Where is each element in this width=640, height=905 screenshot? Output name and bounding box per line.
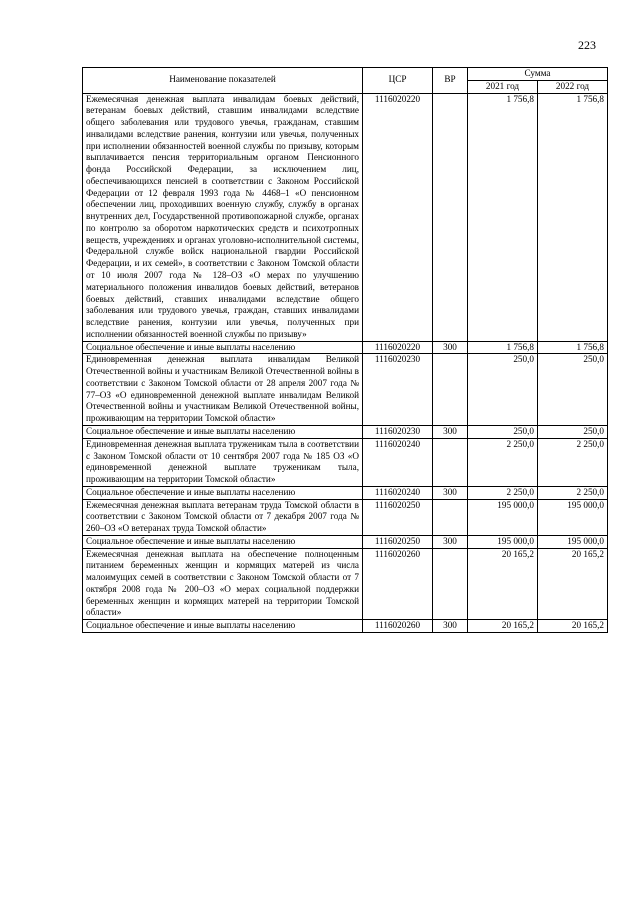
row-name: Ежемесячная денежная выплата инвалидам боевых действий, ветеранам боевых действий, ставшим инвалидами вследствие общего заболевания или трудового увечья, гражданам, ставшим инвалидами вследствие ранения, контузии или увечья, полученных при исполнении обязанностей военной службы по призыву, которым выплачивается пенсия территориальным органом Пенсионного фонда Российской Федерации, за исключением лиц, обеспечивающихся пенсией в соответствии с Законом Российской Федерации от 12 февраля 1993 года № 4468–1 «О пенсионном обеспечении лиц, проходивших военную службу, службу в органах внутренних дел, Государственной противопожарной службе, органах по контролю за оборотом наркотических средств и психотропных веществ, учреждениях и органах уголовно-исполнительной системы, Федеральной службе войск национальной гвардии Российской Федерации, и их семей», в соответствии с Законом Томской области от 10 июля 2007 года № 128–ОЗ «О мерах по улучшению материального положения инвалидов боевых действий, ветеранов боевых действий, ставших инвалидами вследствие общего заболевания или трудового увечья, граждан, ставших инвалидами вследствие ранения, контузии или увечья, полученных при исполнении обязанностей военной службы по призыву» <box>83 93 363 341</box>
table-row <box>83 620 608 633</box>
row-csr: 1116020230 <box>363 425 433 438</box>
row-sum-2022: 250,0 <box>538 425 608 438</box>
row-sum-2021: 2 250,0 <box>468 438 538 486</box>
budget-table <box>82 67 608 633</box>
row-csr: 1116020250 <box>363 499 433 535</box>
row-name: Социальное обеспечение и иные выплаты населению <box>83 341 363 354</box>
row-sum-2022: 2 250,0 <box>538 486 608 499</box>
row-vr: 300 <box>433 341 468 354</box>
table-row <box>83 354 608 426</box>
row-csr: 1116020260 <box>363 548 433 620</box>
row-name: Социальное обеспечение и иные выплаты населению <box>83 620 363 633</box>
row-csr: 1116020250 <box>363 535 433 548</box>
table-body <box>83 93 608 632</box>
row-sum-2021: 1 756,8 <box>468 341 538 354</box>
row-csr: 1116020260 <box>363 620 433 633</box>
header-year-2021: 2021 год <box>468 80 538 93</box>
row-vr <box>433 438 468 486</box>
row-sum-2021: 20 165,2 <box>468 620 538 633</box>
row-name: Ежемесячная денежная выплата ветеранам труда Томской области в соответствии с Законом Томской области от 7 декабря 2007 года № 260–ОЗ «О ветеранах труда Томской области» <box>83 499 363 535</box>
row-vr: 300 <box>433 425 468 438</box>
table-row <box>83 425 608 438</box>
row-vr <box>433 499 468 535</box>
row-csr: 1116020220 <box>363 93 433 341</box>
row-name: Социальное обеспечение и иные выплаты населению <box>83 535 363 548</box>
header-name: Наименование показателей <box>83 68 363 94</box>
row-vr: 300 <box>433 535 468 548</box>
row-sum-2022: 1 756,8 <box>538 341 608 354</box>
table-row <box>83 341 608 354</box>
table-row <box>83 535 608 548</box>
row-csr: 1116020220 <box>363 341 433 354</box>
row-sum-2021: 250,0 <box>468 354 538 426</box>
table-row <box>83 438 608 486</box>
row-sum-2022: 250,0 <box>538 354 608 426</box>
row-sum-2022: 20 165,2 <box>538 620 608 633</box>
row-name: Единовременная денежная выплата труженикам тыла в соответствии с Законом Томской области от 10 сентября 2007 года № 185 ОЗ «О единовременной денежной выплате труженикам тыла, проживающим на территории Томской области» <box>83 438 363 486</box>
header-year-2022: 2022 год <box>538 80 608 93</box>
row-vr: 300 <box>433 486 468 499</box>
row-vr <box>433 354 468 426</box>
header-sum: Сумма <box>468 68 608 81</box>
header-csr: ЦСР <box>363 68 433 94</box>
row-sum-2021: 195 000,0 <box>468 535 538 548</box>
row-name: Социальное обеспечение и иные выплаты населению <box>83 425 363 438</box>
table-row <box>83 548 608 620</box>
row-sum-2022: 195 000,0 <box>538 535 608 548</box>
row-sum-2021: 1 756,8 <box>468 93 538 341</box>
row-vr: 300 <box>433 620 468 633</box>
row-name: Социальное обеспечение и иные выплаты населению <box>83 486 363 499</box>
header-vr: ВР <box>433 68 468 94</box>
row-sum-2022: 1 756,8 <box>538 93 608 341</box>
table-header-row <box>83 68 608 81</box>
row-csr: 1116020240 <box>363 486 433 499</box>
row-sum-2022: 20 165,2 <box>538 548 608 620</box>
table-row <box>83 486 608 499</box>
row-vr <box>433 93 468 341</box>
row-vr <box>433 548 468 620</box>
table-row <box>83 93 608 341</box>
row-sum-2021: 20 165,2 <box>468 548 538 620</box>
page-number: 223 <box>578 38 596 52</box>
row-name: Единовременная денежная выплата инвалидам Великой Отечественной войны и участникам Великой Отечественной войны в соответствии с Законом Томской области от 28 апреля 2007 года № 77–ОЗ «О единовременной денежной выплате инвалидам Великой Отечественной войны и участникам Великой Отечественной войны, проживающим на территории Томской области» <box>83 354 363 426</box>
row-sum-2022: 195 000,0 <box>538 499 608 535</box>
row-sum-2021: 250,0 <box>468 425 538 438</box>
row-sum-2022: 2 250,0 <box>538 438 608 486</box>
row-sum-2021: 2 250,0 <box>468 486 538 499</box>
table-row <box>83 499 608 535</box>
row-name: Ежемесячная денежная выплата на обеспечение полноценным питанием беременных женщин и кормящих матерей из числа малоимущих семей в соответствии с Законом Томской области от 7 октября 2008 года № 200–ОЗ «О мерах социальной поддержки беременных женщин и кормящих матерей на территории Томской области» <box>83 548 363 620</box>
row-sum-2021: 195 000,0 <box>468 499 538 535</box>
row-csr: 1116020230 <box>363 354 433 426</box>
row-csr: 1116020240 <box>363 438 433 486</box>
